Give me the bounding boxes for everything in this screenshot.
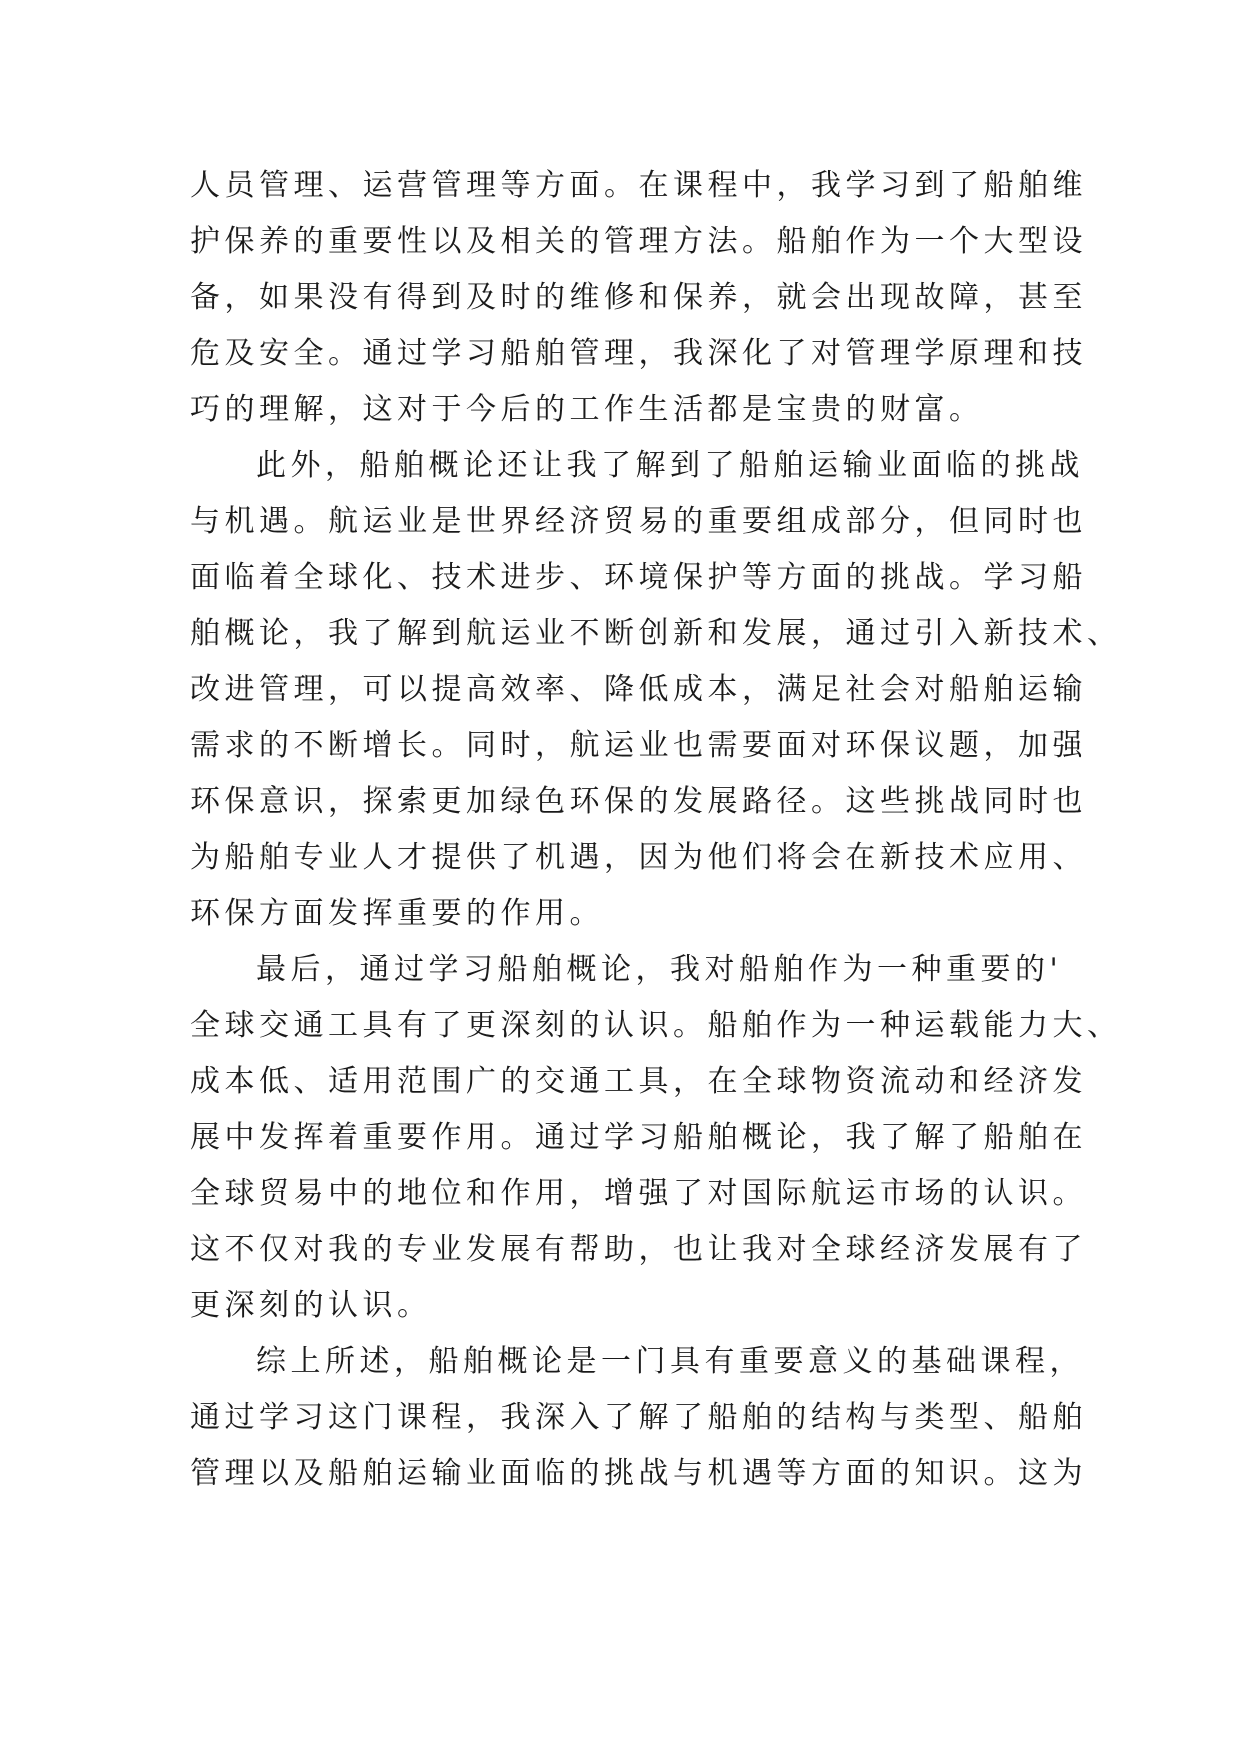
text-line: 这不仅对我的专业发展有帮助，也让我对全球经济发展有了	[190, 1232, 1087, 1267]
text-line: 危及安全。通过学习船舶管理，我深化了对管理学原理和技	[190, 336, 1087, 371]
text-line: 需求的不断增长。同时，航运业也需要面对环保议题，加强	[190, 728, 1087, 763]
text-line: 改进管理，可以提高效率、降低成本，满足社会对船舶运输	[190, 672, 1087, 707]
text-line: 管理以及船舶运输业面临的挑战与机遇等方面的知识。这为	[190, 1456, 1087, 1491]
text-line: 综上所述，船舶概论是一门具有重要意义的基础课程，	[256, 1344, 1084, 1379]
text-line: 与机遇。航运业是世界经济贸易的重要组成部分，但同时也	[190, 504, 1087, 539]
text-line: 环保意识，探索更加绿色环保的发展路径。这些挑战同时也	[190, 784, 1087, 819]
text-line: 环保方面发挥重要的作用。	[190, 896, 604, 931]
text-line: 全球贸易中的地位和作用，增强了对国际航运市场的认识。	[190, 1176, 1087, 1211]
body-text	[190, 158, 1122, 1502]
text-line: 为船舶专业人才提供了机遇，因为他们将会在新技术应用、	[190, 840, 1087, 875]
text-line: 全球交通工具有了更深刻的认识。船舶作为一种运载能力大、	[190, 1008, 1122, 1043]
text-line: 此外，船舶概论还让我了解到了船舶运输业面临的挑战	[256, 448, 1084, 483]
text-line: 面临着全球化、技术进步、环境保护等方面的挑战。学习船	[190, 560, 1087, 595]
text-line: 最后，通过学习船舶概论，我对船舶作为一种重要的'	[256, 952, 1063, 987]
text-line: 舶概论，我了解到航运业不断创新和发展，通过引入新技术、	[190, 616, 1122, 651]
text-line: 备，如果没有得到及时的维修和保养，就会出现故障，甚至	[190, 280, 1087, 315]
text-line: 人员管理、运营管理等方面。在课程中，我学习到了船舶维	[190, 168, 1087, 203]
text-line: 通过学习这门课程，我深入了解了船舶的结构与类型、船舶	[190, 1400, 1087, 1435]
text-line: 成本低、适用范围广的交通工具，在全球物资流动和经济发	[190, 1064, 1087, 1099]
text-line: 更深刻的认识。	[190, 1288, 432, 1323]
text-line: 护保养的重要性以及相关的管理方法。船舶作为一个大型设	[190, 224, 1087, 259]
text-line: 展中发挥着重要作用。通过学习船舶概论，我了解了船舶在	[190, 1120, 1087, 1155]
text-line: 巧的理解，这对于今后的工作生活都是宝贵的财富。	[190, 392, 984, 427]
